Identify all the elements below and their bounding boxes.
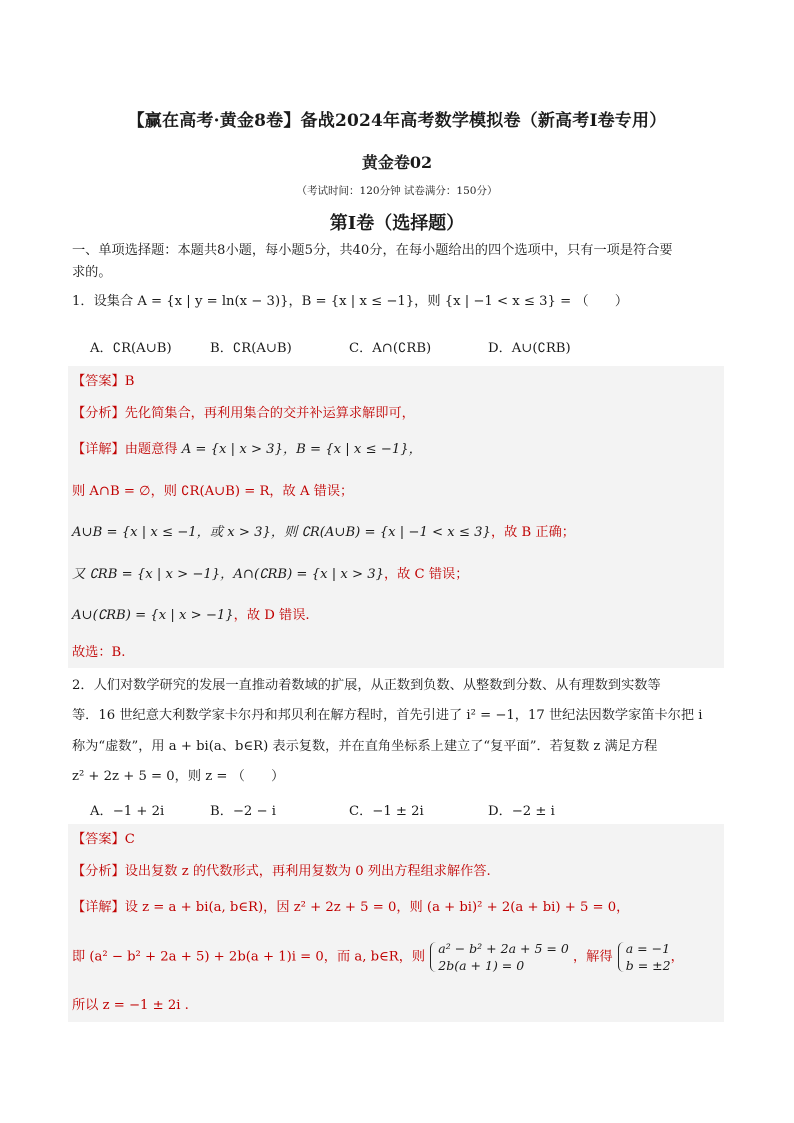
part-title: 第Ⅰ卷（选择题） xyxy=(329,213,465,234)
q1-analysis-tag: 【分析】 xyxy=(72,406,125,421)
q1-detail1-math: A = {x | x > 3}，B = {x | x ≤ −1}， xyxy=(181,442,422,457)
q2-analysis-text: 设出复数 z 的代数形式，再利用复数为 0 列出方程组求解作答. xyxy=(124,864,491,879)
q1-analysis-line xyxy=(72,404,722,424)
q1-answer-tag: 【答案】 xyxy=(72,374,125,389)
q1-detail4-text: ，故 C 错误； xyxy=(383,567,469,582)
q1-detail5-math: A∪(∁RB) = {x | x > −1} xyxy=(72,608,234,623)
q1-detail-line3 xyxy=(72,523,722,543)
q1-detail3-math: A∪B = {x | x ≤ −1，或 x > 3}，则 ∁R(A∪B) = {x | −1 < x ≤ 3} xyxy=(72,525,491,540)
q2-detail2-pre: 即 (a² − b² + 2a + 5) + 2b(a + 1)i = 0，而 a, b∈R，则 xyxy=(72,949,426,965)
q1-option-d: D．A∪(∁RB) xyxy=(488,341,571,356)
q1-conclusion: 故选：B. xyxy=(72,645,126,660)
q2-answer-line xyxy=(72,830,722,850)
q1-option-c: C．A∩(∁RB) xyxy=(349,341,432,356)
q2-detail2-post: ， xyxy=(670,949,684,965)
q2-sys2-line1: a = −1 xyxy=(625,941,671,956)
q2-stem-line4: z² + 2z + 5 = 0，则 z = （ ） xyxy=(72,769,285,784)
q1-detail3-text: ，故 B 正确； xyxy=(490,525,575,540)
q1-detail5-text: ，故 D 错误. xyxy=(233,608,310,623)
q1-detail-line2 xyxy=(72,482,722,502)
q1-option-a: A．∁R(A∪B) xyxy=(90,341,172,356)
q2-analysis-line xyxy=(72,862,722,882)
q1-answer-value: B xyxy=(124,374,135,389)
q2-detail2-mid: ，解得 xyxy=(572,949,613,965)
q1-detail2-math: 则 A∩B = ∅，则 ∁R(A∪B) = R xyxy=(72,484,270,499)
q2-detail-line1 xyxy=(72,898,722,918)
q2-analysis-tag: 【分析】 xyxy=(72,864,125,879)
q2-option-c: C．−1 ± 2i xyxy=(349,804,424,819)
q1-detail2-text: ，故 A 错误； xyxy=(269,484,354,499)
q1-stem: 1．设集合 A = {x | y = ln(x − 3)}，B = {x | x ≤ −1}，则 {x | −1 < x ≤ 3} = （ ） xyxy=(72,294,629,309)
exam-subtitle: 黄金卷02 xyxy=(361,153,433,172)
q2-detail-line2 xyxy=(72,940,722,974)
section-intro-line1: 一、单项选择题：本题共8小题，每小题5分，共40分，在每小题给出的四个选项中，只有一项是符合要 xyxy=(72,243,673,258)
exam-info: （考试时间：120分钟 试卷满分：150分） xyxy=(296,185,498,197)
q2-equation-system xyxy=(429,940,568,974)
q2-sys1-line2: 2b(a + 1) = 0 xyxy=(438,958,525,973)
q2-detail1: 设 z = a + bi(a, b∈R)，因 z² + 2z + 5 = 0，则 (a + bi)² + 2(a + bi) + 5 = 0， xyxy=(124,900,630,915)
q2-stem-line1: 2．人们对数学研究的发展一直推动着数域的扩展，从正数到负数、从整数到分数、从有理数到实数等 xyxy=(72,678,661,693)
q2-detail-tag: 【详解】 xyxy=(72,900,125,915)
q2-stem-line2: 等．16 世纪意大利数学家卡尔丹和邦贝利在解方程时，首先引进了 i² = −1，17 世纪法因数学家笛卡尔把 i xyxy=(72,708,703,723)
q2-stem-line3: 称为“虚数”，用 a + bi(a、b∈R) 表示复数，并在直角坐标系上建立了“复平面”．若复数 z 满足方程 xyxy=(72,739,658,754)
q2-detail-line3: 所以 z = −1 ± 2i . xyxy=(72,998,189,1013)
q2-answer-value: C xyxy=(124,832,135,847)
q1-detail-line4 xyxy=(72,565,722,585)
q2-sys2-line2: b = ±2 xyxy=(625,958,671,973)
q2-answer-block xyxy=(68,824,724,1022)
q2-sys1-line1: a² − b² + 2a + 5 = 0 xyxy=(438,941,569,956)
q2-option-d: D．−2 ± i xyxy=(488,804,555,819)
q2-solution-system xyxy=(617,940,671,974)
q2-option-a: A．−1 + 2i xyxy=(90,804,165,819)
q1-detail-line5 xyxy=(72,606,722,626)
q1-analysis-text: 先化简集合，再利用集合的交并补运算求解即可， xyxy=(124,406,415,421)
q1-answer-line xyxy=(72,372,722,392)
exam-title: 【赢在高考·黄金8卷】备战2024年高考数学模拟卷（新高考Ⅰ卷专用） xyxy=(127,111,667,131)
q1-detail-tag: 【详解】 xyxy=(72,442,125,457)
q1-detail1-text: 由题意得 xyxy=(124,442,178,457)
q1-detail4-math: 又 ∁RB = {x | x > −1}，A∩(∁RB) = {x | x > 3} xyxy=(72,567,384,582)
q1-option-b: B．∁R(A∪B) xyxy=(210,341,292,356)
section-intro-line2: 求的。 xyxy=(72,265,112,280)
q1-detail-line1 xyxy=(72,440,722,460)
q2-answer-tag: 【答案】 xyxy=(72,832,125,847)
q2-option-b: B．−2 − i xyxy=(210,804,276,819)
